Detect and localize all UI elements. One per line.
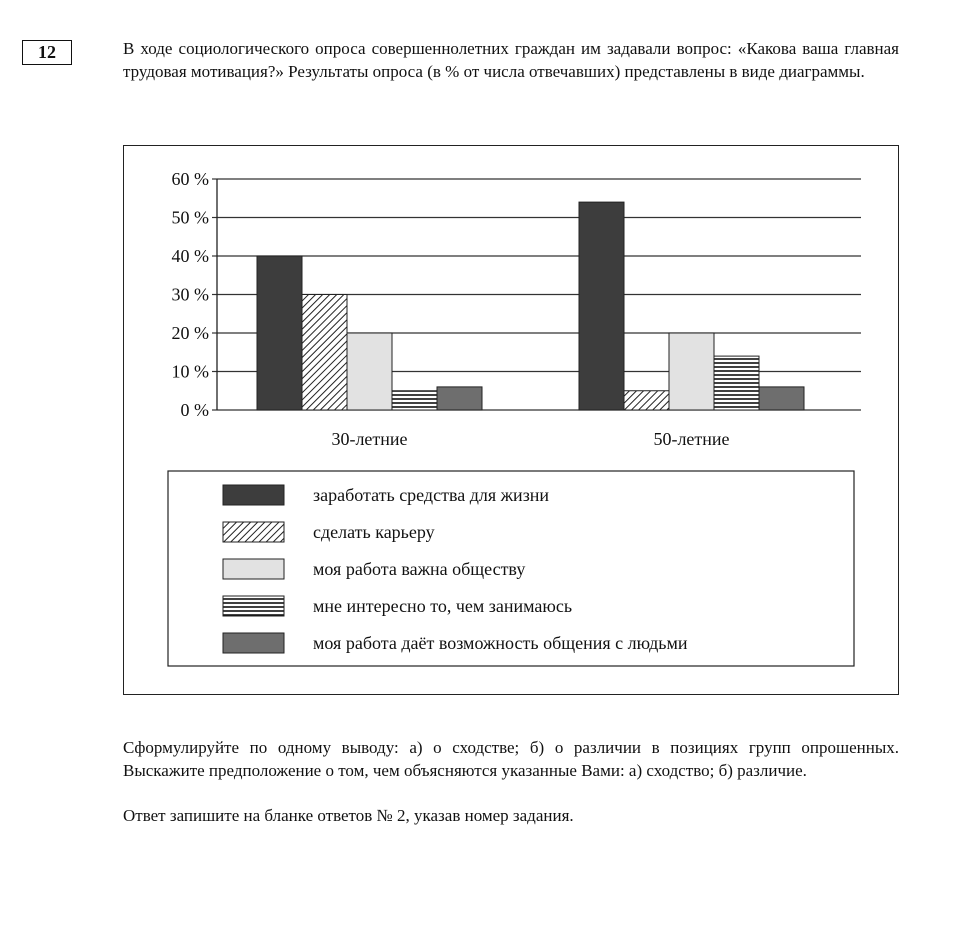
task-intro: В ходе социологического опроса совершеннолетних граждан им задавали вопрос: «Какова ваша главная трудовая мотивация?» Результаты опроса (в % от числа отвечавших) представлены в виде диаграммы. [123, 39, 899, 81]
legend-swatch [223, 633, 284, 653]
bar [669, 333, 714, 410]
bar [302, 295, 347, 411]
legend-swatch [223, 485, 284, 505]
x-category-label: 50-летние [653, 429, 730, 449]
y-tick-label: 40 % [171, 246, 209, 266]
x-category-label: 30-летние [331, 429, 408, 449]
answer-note: Ответ запишите на бланке ответов № 2, указав номер задания. [123, 806, 574, 825]
y-tick-label: 60 % [171, 169, 209, 189]
bar [624, 391, 669, 410]
y-tick-label: 50 % [171, 207, 209, 228]
y-tick-label: 10 % [171, 361, 209, 382]
bar [347, 333, 392, 410]
bar [392, 391, 437, 410]
bar [579, 202, 624, 410]
bar [759, 387, 804, 410]
task-number: 12 [22, 40, 72, 65]
bar-chart [124, 146, 900, 696]
task-question: Сформулируйте по одному выводу: а) о сходстве; б) о различии в позициях групп опрошенных. Выскажите предположение о том, чем объясняются указанные Вами: а) сходство; б) различие. [123, 738, 899, 780]
legend-label: мне интересно то, чем занимаюсь [313, 596, 573, 616]
bar [714, 356, 759, 410]
bar [257, 256, 302, 410]
chart-frame [123, 145, 899, 695]
legend-label: сделать карьеру [313, 522, 435, 542]
legend-swatch [223, 522, 284, 542]
y-tick-label: 0 % [180, 400, 209, 420]
bar [437, 387, 482, 410]
legend-label: заработать средства для жизни [313, 485, 550, 505]
legend-label: моя работа важна обществу [313, 559, 526, 579]
bars-layer [257, 202, 804, 410]
legend-label: моя работа даёт возможность общения с людьми [313, 633, 688, 653]
legend-layer [168, 471, 854, 666]
legend-swatch [223, 596, 284, 616]
y-tick-label: 30 % [171, 284, 209, 305]
legend-swatch [223, 559, 284, 579]
y-tick-label: 20 % [171, 323, 209, 343]
